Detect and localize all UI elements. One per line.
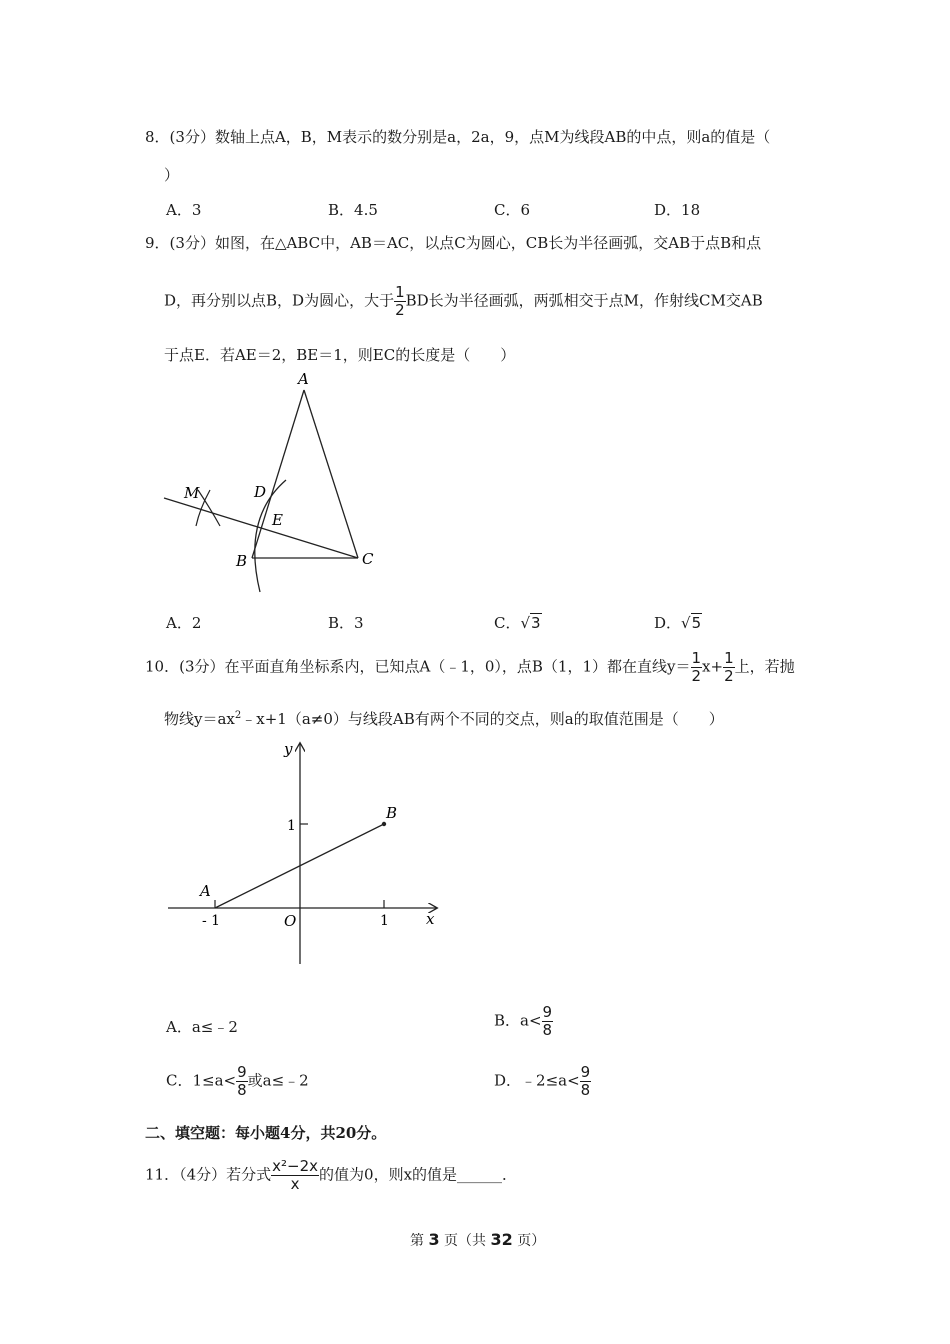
q10-line1-pre: 10．(3分）在平面直角坐标系内，已知点A（﹣1，0），点B（1，1）都在直线y＝ (145, 657, 691, 676)
q9-fraction-num: 1 (395, 283, 405, 301)
q10-option-d (494, 1064, 591, 1099)
label-a: A (298, 370, 309, 388)
q10-option-b-fraction (542, 1004, 554, 1039)
q10-frac2-den: 2 (724, 667, 734, 685)
q11-line (145, 1158, 517, 1193)
q9-option-d-radicand: 5 (691, 614, 702, 632)
q10-option-c-post: 或a≤﹣2 (247, 1071, 309, 1090)
q8-line2: ） (164, 166, 180, 184)
label-a: A (200, 882, 211, 900)
label-e: E (272, 511, 283, 529)
q11-numerator: x²−2x (272, 1157, 319, 1175)
page-footer (410, 1230, 545, 1250)
footer-page-number: 3 (428, 1230, 440, 1249)
q9-option-c-radicand: 3 (531, 614, 541, 632)
label-b: B (236, 552, 248, 570)
q10-frac1-den: 2 (691, 667, 702, 685)
q9-fraction-den: 2 (395, 301, 405, 319)
q10-option-c-den: 8 (237, 1081, 247, 1099)
q10-option-d-den: 8 (580, 1081, 591, 1099)
side-ac (304, 390, 358, 558)
q8-line1: 8．(3分）数轴上点A，B，M表示的数分别是a，2a，9，点M为线段AB的中点，则a的值是（ (145, 128, 771, 146)
q9-line1: 9．(3分）如图，在△ABC中，AB＝AC，以点C为圆心，CB长为半径画弧，交AB于点B和点 (145, 234, 762, 252)
q9-option-a: A．2 (166, 614, 202, 632)
sqrt-icon: √5 (681, 614, 702, 632)
q9-line3: 于点E．若AE＝2，BE＝1，则EC的长度是（ ） (164, 346, 516, 364)
q9-option-b: B．3 (328, 614, 364, 632)
label-y: y (284, 740, 293, 758)
q10-line1 (145, 650, 795, 685)
q10-option-b-den: 8 (542, 1021, 553, 1039)
q10-option-d-num: 9 (580, 1063, 591, 1081)
label-origin: O (284, 912, 297, 930)
q11-post: 的值为0，则x的值是______． (319, 1165, 518, 1184)
q10-line2-post: ﹣x+1（a≠0）与线段AB有两个不同的交点，则a的取值范围是（ ） (241, 710, 724, 728)
q10-option-c (166, 1064, 309, 1099)
q8-option-d: D．18 (654, 201, 701, 219)
q10-option-c-num: 9 (237, 1063, 247, 1081)
q10-fraction-2 (723, 650, 735, 685)
label-x-1: 1 (380, 913, 389, 929)
label-c: C (362, 550, 374, 568)
footer-post: 页） (517, 1233, 546, 1249)
q9-option-c (494, 612, 542, 633)
q10-option-b-num: 9 (542, 1003, 553, 1021)
q9-line2-post: BD长为半径画弧，两弧相交于点M，作射线CM交AB (405, 291, 763, 310)
section-heading: 二、填空题：每小题4分，共20分。 (145, 1124, 387, 1142)
q10-option-b (494, 1004, 553, 1039)
q9-line2 (164, 284, 763, 319)
q11-denominator: x (290, 1175, 300, 1193)
q10-mid: x+ (702, 657, 724, 676)
label-x: x (426, 910, 435, 928)
label-x-neg1: - 1 (202, 913, 221, 929)
q10-frac1-num: 1 (691, 649, 702, 667)
q10-option-a: A．a≤﹣2 (166, 1018, 238, 1036)
q11-pre: 11．（4分）若分式 (145, 1165, 272, 1184)
q10-option-c-pre: C．1≤a< (166, 1071, 237, 1090)
q10-line1-post: 上，若抛 (734, 657, 795, 676)
footer-pre: 第 (410, 1233, 424, 1249)
q10-coordinate-figure (160, 736, 450, 972)
q11-fraction (271, 1158, 319, 1193)
q10-line2 (164, 708, 724, 729)
q9-line2-pre: D，再分别以点B，D为圆心，大于 (164, 291, 395, 310)
sqrt-icon: √3 (520, 614, 541, 632)
q10-option-b-pre: B．a< (494, 1011, 542, 1030)
q8-option-a: A．3 (166, 201, 202, 219)
footer-total-pages: 32 (490, 1230, 513, 1249)
q10-option-d-fraction (580, 1064, 592, 1099)
footer-mid: 页（共 (444, 1233, 487, 1249)
q10-line2-sup: 2 (234, 710, 242, 721)
q9-triangle-figure (160, 368, 390, 596)
q10-fraction-1 (691, 650, 703, 685)
ray-cm (164, 498, 358, 558)
q9-option-d-prefix: D． (654, 614, 682, 632)
q10-option-c-fraction (236, 1064, 248, 1099)
q10-option-d-pre: D．﹣2≤a< (494, 1071, 580, 1090)
label-m: M (184, 484, 200, 502)
q8-option-c: C．6 (494, 201, 531, 219)
label-b: B (386, 804, 398, 822)
label-y-1: 1 (287, 818, 296, 834)
q10-frac2-num: 1 (724, 649, 734, 667)
q8-option-b: B．4.5 (328, 201, 378, 219)
q9-option-c-prefix: C． (494, 614, 521, 632)
q9-option-d (654, 612, 702, 633)
label-d: D (254, 483, 267, 501)
q9-fraction (394, 284, 406, 319)
q10-line2-pre: 物线y＝ax (164, 710, 235, 728)
point-b (382, 822, 386, 826)
